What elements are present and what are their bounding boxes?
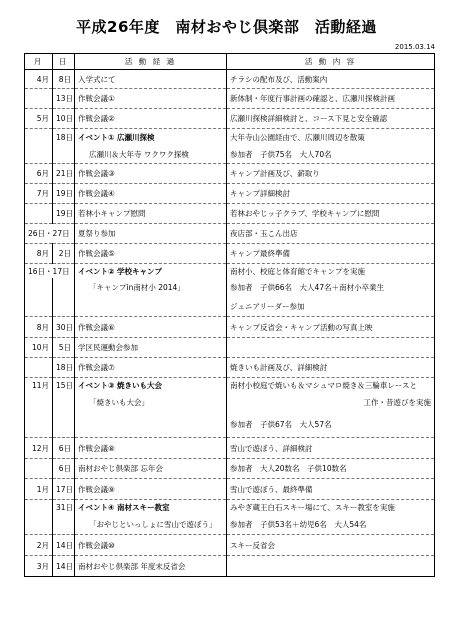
table-row [25,70,435,89]
cell-event: イベント③ 焼きいも大会 [75,378,227,394]
cell-month [25,500,53,515]
cell-day: 15日 [53,378,75,394]
cell-content: 雪山で遊ぼう、詳細検討 [227,438,435,459]
cell-day: 6日 [53,438,75,459]
table-row [25,244,435,264]
cell-event: 作戦会議⑤ [75,244,227,264]
cell-month: 11月 [25,378,53,394]
header-month: 月 [25,54,53,70]
cell-content: 参加者 大人20数名 子供10数名 [227,459,435,479]
table-row [25,224,435,244]
document-title: 平成26年度 南材おやじ倶楽部 活動経過 [76,18,377,36]
cell-day [53,145,75,164]
cell-day [53,278,75,296]
cell-event: 作戦会議② [75,109,227,129]
cell-content: 夜店部・玉こん出店 [227,224,435,244]
cell-month [25,459,53,479]
cell-event: 夏祭り参加 [75,224,227,244]
table-header-row [25,54,435,70]
cell-content: 南材小、校庭と体育館でキャンプを実施 [227,264,435,279]
cell-content: ジュニアリーダー参加 [230,301,305,311]
cell-day: 10日 [53,109,75,129]
table-row [25,296,435,317]
cell-day [53,411,75,438]
cell-content: 新体制・年度行事計画の確認と、広瀬川探検計画 [227,89,435,109]
cell-day: 2日 [53,244,75,264]
cell-date-range: 16日・17日 [25,264,75,279]
cell-content: みやぎ蔵王白石スキー場にて、スキー教室を実施 [227,500,435,515]
cell-day [53,514,75,535]
cell-content: スキー反省会 [227,535,435,556]
cell-content: 工作・昔遊びを実施 [363,397,431,407]
cell-content: 参加者 子供66名 大人47名＋南材小卒業生 [230,282,385,292]
cell-day [53,296,75,317]
cell-event: イベント④ 南材スキー教室 [75,500,227,515]
cell-event: イベント① 広瀬川探検 [75,129,227,146]
table-row [25,338,435,358]
cell-day: 5日 [53,338,75,358]
cell-month: 10月 [25,338,53,358]
cell-month [25,358,53,378]
cell-event [75,411,227,438]
cell-month [25,145,53,164]
cell-content: 南材小校庭で焼いも＆マシュマロ焼き＆三輪車レースと [227,378,435,394]
table-row [25,500,435,515]
cell-month [25,129,53,146]
cell-day: 30日 [53,317,75,338]
table-row [25,89,435,109]
table-row [25,438,435,459]
table-row [25,129,435,146]
table-row [25,164,435,184]
cell-event: イベント② 学校キャンプ [75,264,227,279]
cell-content: 雪山で遊ぼう、最終準備 [227,479,435,500]
cell-month: 3月 [25,556,53,577]
cell-event: 作戦会議⑧ [75,438,227,459]
cell-month: 2月 [25,535,53,556]
cell-month [25,296,53,317]
cell-event: 作戦会議⑥ [75,317,227,338]
cell-event: 「おやじといっしょに雪山で遊ぼう」 [75,514,227,535]
cell-day: 21日 [53,164,75,184]
cell-event: 作戦会議⑩ [75,535,227,556]
cell-event: 入学式にて [75,70,227,89]
cell-month: 7月 [25,184,53,204]
cell-month [25,204,53,224]
cell-event: 作戦会議① [75,89,227,109]
cell-event: 南材おやじ倶楽部 年度末反省会 [75,556,227,577]
table-row [25,535,435,556]
table-row [25,556,435,577]
header-event: 活 動 経 過 [75,54,227,70]
cell-content [227,556,435,577]
cell-month: 8月 [25,244,53,264]
cell-month [25,278,53,296]
cell-day [53,393,75,411]
cell-content: キャンプ計画及び、薪取り [227,164,435,184]
cell-day: 19日 [53,204,75,224]
cell-event: 作戦会議④ [75,184,227,204]
cell-event: 広瀬川＆大年寺 ワクワク探検 [75,145,227,164]
cell-event: 作戦会議⑨ [75,479,227,500]
table-row [25,459,435,479]
cell-month: 8月 [25,317,53,338]
cell-content [227,338,435,358]
cell-event: 作戦会議③ [75,164,227,184]
cell-day: 14日 [53,556,75,577]
cell-day: 19日 [53,184,75,204]
table-row [25,145,435,164]
cell-month [25,393,53,411]
cell-content: 参加者 子供67名 大人57名 [230,419,332,429]
table-row [25,109,435,129]
cell-content: 参加者 子供75名 大人70名 [230,149,332,159]
cell-content: キャンプ最終準備 [227,244,435,264]
cell-month [25,411,53,438]
table-row [25,393,435,411]
cell-day: 13日 [53,89,75,109]
cell-month: 5月 [25,109,53,129]
cell-day: 18日 [53,358,75,378]
cell-content: 焼きいも計画及び、詳細検討 [227,358,435,378]
table-row [25,514,435,535]
cell-content: 大年寺山公園経由で、広瀬川周辺を散策 [227,129,435,146]
table-row [25,278,435,296]
cell-day: 17日 [53,479,75,500]
cell-event: 「キャンプin南材小 2014」 [75,278,227,296]
cell-content: 若林おやじッ子クラブ、学校キャンプに慰問 [227,204,435,224]
cell-content: チラシの配布及び、活動案内 [230,74,328,84]
cell-month: 1月 [25,479,53,500]
cell-content: 広瀬川探検詳細検討と、コース下見と安全確認 [227,109,435,129]
table-row [25,378,435,394]
cell-date-range: 26日・27日 [25,224,75,244]
cell-event: 「焼きいも大会」 [75,393,227,411]
header-day: 日 [53,54,75,70]
cell-event: 若林小キャンプ慰問 [75,204,227,224]
cell-day: 8日 [53,70,75,89]
cell-month: 4月 [25,70,53,89]
cell-month [25,514,53,535]
table-row [25,204,435,224]
cell-content: 参加者 子供53名＋幼児6名 大人54名 [230,519,367,529]
cell-content: キャンプ詳細検討 [227,184,435,204]
activity-table [24,53,435,577]
cell-day: 6日 [53,459,75,479]
cell-event: 学区民運動会参加 [75,338,227,358]
cell-month: 12月 [25,438,53,459]
cell-day: 18日 [53,129,75,146]
cell-month [25,89,53,109]
table-row [25,479,435,500]
table-row [25,358,435,378]
cell-month: 6月 [25,164,53,184]
document-date: 2015.03.14 [394,43,435,51]
table-row [25,184,435,204]
cell-content: キャンプ反省会・キャンプ活動の写真上映 [227,317,435,338]
cell-day: 31日 [53,500,75,515]
table-row [25,264,435,279]
cell-event [75,296,227,317]
table-row [25,411,435,438]
cell-day: 14日 [53,535,75,556]
header-content: 活 動 内 容 [227,54,435,70]
table-row [25,317,435,338]
cell-event: 作戦会議⑦ [75,358,227,378]
cell-event: 南材おやじ倶楽部 忘年会 [75,459,227,479]
